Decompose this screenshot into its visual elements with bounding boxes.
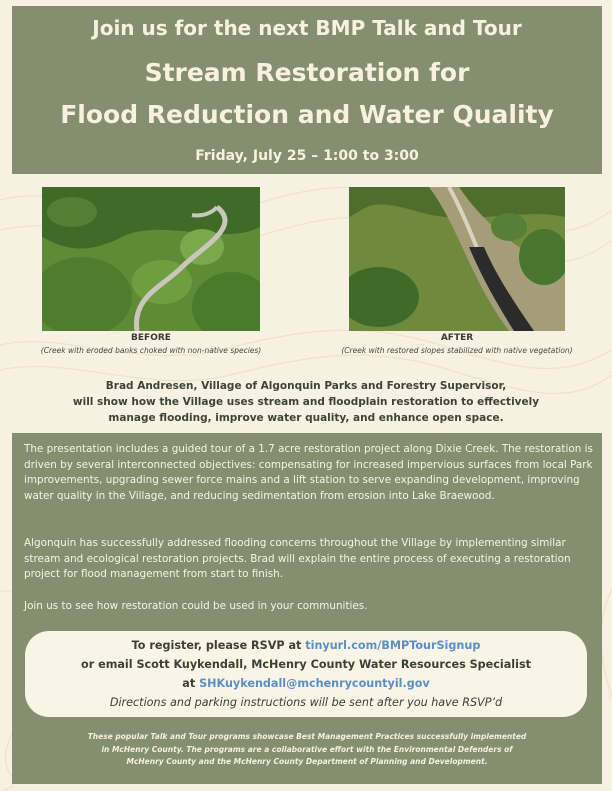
details-paragraph-1: The presentation includes a guided tour of a 1.7 acre restoration project along Dixie Creek. The restoration is driven by several interconnected objectives: compensating for increased impervious surfaces from local Park improvements, upgrading sewer force mains and a lift station to serve expanding development, improving water quality in the Village, and reducing sedimentation from erosion into Lake Braewood. (24, 443, 593, 502)
footer-line1: These popular Talk and Tour programs showcase Best Management Practices successfully implemented (87, 732, 527, 741)
before-caption: (Creek with eroded banks choked with non-native species) (40, 346, 262, 355)
event-date: Friday, July 25 – 1:00 to 3:00 (195, 148, 419, 164)
details-box (12, 433, 602, 784)
before-photo (42, 187, 260, 331)
after-caption: (Creek with restored slopes stabilized with native vegetation) (341, 346, 573, 355)
footer-line3: McHenry County and the McHenry County Department of Planning and Development. (126, 757, 488, 766)
footer-line2: in McHenry County. The programs are a collaborative effort with the Environmental Defenders of (101, 744, 513, 754)
event-header-banner (12, 6, 602, 174)
after-photo (349, 187, 565, 331)
header-intro-line: Join us for the next BMP Talk and Tour (92, 16, 522, 40)
speaker-line3: manage flooding, improve water quality, and enhance open space. (108, 412, 504, 424)
program-footer (44, 731, 570, 769)
rsvp-email-address-line (25, 677, 587, 690)
rsvp-panel (25, 631, 587, 717)
before-label: BEFORE (131, 333, 171, 343)
speaker-intro (40, 378, 572, 426)
speaker-line1: Brad Andresen, Village of Algonquin Parks and Forestry Supervisor, (105, 380, 507, 392)
header-title-line1: Stream Restoration for (144, 58, 470, 87)
rsvp-signup-link[interactable]: tinyurl.com/BMPTourSignup (305, 639, 481, 652)
rsvp-register-line (25, 639, 587, 652)
details-paragraph-2: Algonquin has successfully addressed flooding concerns throughout the Village by implementing similar stream and ecological restoration projects. Brad will explain the entire process of executing a restoration project for flood management from start to finish. (24, 537, 571, 580)
after-label: AFTER (440, 333, 474, 343)
details-paragraph-3: Join us to see how restoration could be used in your communities. (24, 600, 368, 612)
rsvp-note: Directions and parking instructions will be sent after you have RSVP’d (109, 696, 503, 709)
rsvp-register-text: To register, please RSVP at (131, 639, 306, 652)
rsvp-email-link[interactable]: SHKuykendall@mchenrycountyil.gov (199, 677, 430, 690)
rsvp-email-line: or email Scott Kuykendall, McHenry County Water Resources Specialist (81, 658, 531, 671)
speaker-line2: will show how the Village uses stream and floodplain restoration to effectively (72, 396, 540, 408)
rsvp-at-text: at (182, 677, 200, 690)
header-title-line2: Flood Reduction and Water Quality (60, 100, 554, 129)
